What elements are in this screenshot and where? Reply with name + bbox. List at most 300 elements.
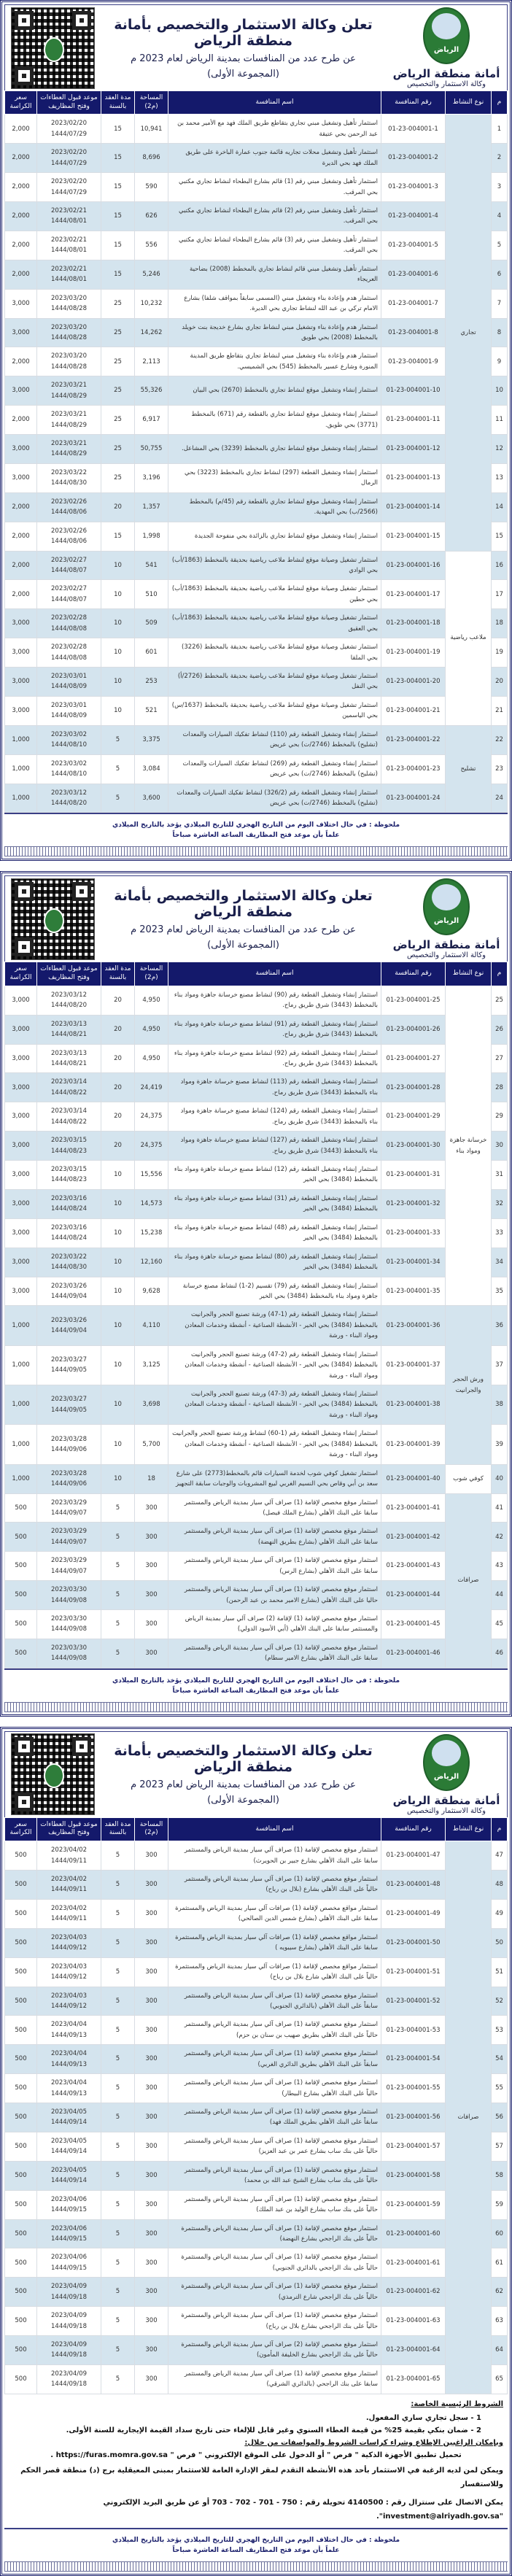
cell-duration: 10 [101,638,135,668]
cell-area: 2,113 [135,347,168,376]
cell-name: استثمار هدم وإعادة بناء وتشغيل مبني (المسمى سابقاً بمواقف شلفا) بشارع الامام تركي بن عبد الله لنشاط تجاري بحي الديرة. [168,289,381,318]
table-row [5,2278,508,2307]
riyadh-emblem-icon [44,37,64,62]
cell-name: استثمار إنشاء وتشغيل القطعة (297) لنشاط تجاري بالمخطط (3223) بحي الرمال [168,463,381,492]
cell-index: 8 [492,318,508,347]
date-hijri: 1444/09/08 [51,1655,87,1663]
cell-name: استثمار إنشاء وتشغيل القطعة رقم (31) لنشاط مصنع خرسانة جاهزة ومواد بناء بالمخطط (3484) بحي الخير [168,1189,381,1218]
cell-number: 01-23-004001-51 [381,1957,446,1987]
cell-number: 01-23-004001-19 [381,638,446,668]
cell-duration: 10 [101,551,135,580]
date-hijri: 1444/08/20 [51,799,87,807]
date-gregorian: 2023/03/21 [51,411,87,419]
cell-area: 300 [135,2103,168,2132]
riyadh-emblem-icon [423,878,470,935]
qr-code[interactable] [11,7,95,89]
table-row [5,2045,508,2074]
cell-area: 55,326 [135,376,168,406]
cell-price: 3,000 [5,1132,37,1161]
cell-area: 3,196 [135,463,168,492]
col-header-price: سعر الكراسة [5,962,37,986]
cell-date [37,1306,101,1345]
decorative-ruler [4,2561,508,2572]
cell-index: 20 [492,668,508,697]
cell-price: 3,000 [5,1015,37,1044]
cell-price: 500 [5,1523,37,1552]
cell-number: 01-23-004001-28 [381,1073,446,1102]
cell-index: 10 [492,376,508,406]
cell-area: 3,698 [135,1385,168,1425]
date-hijri: 1444/09/14 [51,2119,87,2127]
date-hijri: 1444/09/15 [51,2206,87,2214]
cell-date [37,2248,101,2278]
date-gregorian: 2023/04/02 [51,1904,87,1912]
announcement-page [0,1727,512,2576]
cell-area: 12,160 [135,1248,168,1277]
cell-price: 2,000 [5,173,37,202]
cell-date [37,2278,101,2307]
table-row [5,1523,508,1552]
cell-price: 3,000 [5,668,37,697]
cell-price: 3,000 [5,1248,37,1277]
cell-number: 01-23-004001-55 [381,2074,446,2103]
table-row [5,522,508,551]
table-body [5,115,508,813]
cell-area: 3,600 [135,784,168,813]
cell-duration: 5 [101,1493,135,1523]
date-gregorian: 2023/03/12 [51,991,87,999]
cell-name: استثمار إنشاء وتشغيل موقع لنشاط تجاري بالمخطط (2670) بحي البيان [168,376,381,406]
cell-date [37,2336,101,2365]
date-hijri: 1444/08/28 [51,363,87,371]
cell-index: 26 [492,1015,508,1044]
col-header-number: رقم المنافسة [381,91,446,115]
cell-number: 01-23-004001-25 [381,986,446,1015]
cell-name: استثمار تأهيل وتشغيل مبني تجاري بتقاطع طريق الملك فهد مع الأمير محمد بن عبد الرحمن بحي عتيقة [168,115,381,144]
date-hijri: 1444/08/21 [51,1059,87,1067]
date-hijri: 1444/08/28 [51,305,87,313]
cell-name: استثمار إنشاء وتشغيل القطعة رقم (110) لنشاط تفكيك السيارات والمعدات (تشليح) بالمخطط (2746/ت) بحي عريض [168,725,381,754]
cell-name: استثمار تأهيل وتشغيل محلات تجاريه قائمة جنوب عمارة الباخرة على طريق الملك فهد بحي الديرة [168,144,381,173]
date-gregorian: 2023/04/02 [51,1846,87,1854]
cell-number: 01-23-004001-29 [381,1102,446,1132]
cell-price: 3,000 [5,609,37,638]
cell-number: 01-23-004001-59 [381,2190,446,2219]
cell-duration: 5 [101,2161,135,2190]
cell-area: 4,950 [135,986,168,1015]
cell-name: استثمار هدم وإعادة بناء وتشغيل مبني لنشاط تجاري بشارع خديجة بنت خويلد بالمخطط (2008) بحي طويق [168,318,381,347]
cell-date [37,1871,101,1900]
col-header-name: اسم المنافسة [168,962,381,986]
date-hijri: 1444/08/30 [51,479,87,487]
table-row [5,1306,508,1345]
cell-duration: 25 [101,289,135,318]
date-hijri: 1444/09/13 [51,2060,87,2068]
table-row [5,2190,508,2219]
cell-price: 500 [5,1957,37,1987]
cell-index: 17 [492,580,508,609]
cell-number: 01-23-004001-24 [381,784,446,813]
date-hijri: 1444/09/11 [51,1857,87,1865]
table-row [5,551,508,580]
cell-price: 3,000 [5,463,37,492]
col-header-date: موعد قبول العطاءات وفتح المظاريف [37,1817,101,1841]
date-hijri: 1444/08/06 [51,538,87,546]
cell-number: 01-23-004001-54 [381,2045,446,2074]
cell-name: استثمار موقع مخصص لإقامة (1) صراف آلي سيار بمدينة الرياض والمستثمر سابقاً على البنك الأهلي بطريق الدائري الغربي) [168,2045,381,2074]
date-hijri: 1444/09/11 [51,1915,87,1923]
cell-duration: 25 [101,406,135,435]
cell-date [37,696,101,725]
tenders-table [4,962,508,1668]
cell-number: 01-23-004001-22 [381,725,446,754]
cell-name: استثمار موقع مخصص لإقامة (1) صراف آلي سيار بمدينة الرياض والمستثمر حالياً على بنك ساب بشارع الوليد بن عبد الملك) [168,2190,381,2219]
cell-number: 01-23-004001-63 [381,2307,446,2336]
date-gregorian: 2023/03/28 [51,1435,87,1443]
table-row [5,2364,508,2394]
cell-duration: 5 [101,2016,135,2045]
qr-code[interactable] [11,878,95,960]
group-label: (المجموعة الأولى) [207,68,279,80]
cell-name: استثمار موقع مخصص لإقامة (1) صراف آلي سيار بمدينة الرياض والمستثمر حالياً على البنك الأهلي بشارع البيطار) [168,2074,381,2103]
cell-duration: 5 [101,1523,135,1552]
cell-index: 21 [492,696,508,725]
cell-area: 300 [135,1957,168,1987]
cell-price: 500 [5,2161,37,2190]
cell-area: 300 [135,2190,168,2219]
table-row [5,260,508,289]
cell-area: 253 [135,668,168,697]
table-row [5,2103,508,2132]
cell-price: 2,000 [5,551,37,580]
cell-name: استثمار إنشاء وتشغيل موقع لنشاط تجاري بالقطعة رقم (671) بالمخطط (3771) بحي طويق. [168,406,381,435]
col-header-activity: نوع النشاط [446,91,492,115]
cell-index: 9 [492,347,508,376]
cell-area: 3,125 [135,1345,168,1385]
cell-area: 14,573 [135,1189,168,1218]
date-gregorian: 2023/03/20 [51,323,87,331]
col-header-area: المساحة (م2) [135,91,168,115]
cell-duration: 5 [101,725,135,754]
cell-index: 19 [492,638,508,668]
date-hijri: 1444/09/12 [51,1944,87,1952]
cell-duration: 10 [101,1218,135,1248]
header-titles [95,1743,392,1806]
cell-index: 33 [492,1218,508,1248]
note-opening-time: علماً بأن موعد فتح المظاريف الساعة العاشرة صباحاً [172,832,340,840]
cell-name: استثمار موقع مخصص لإقامة (1) صراف آلي سيار بمدينة الرياض والمستثمر حالياً على البنك الأهلي بطريق صهيب بن سنان بن حزم) [168,2016,381,2045]
date-gregorian: 2023/03/30 [51,1586,87,1594]
date-gregorian: 2023/03/14 [51,1078,87,1086]
cell-date [37,1218,101,1248]
cell-date [37,754,101,784]
date-hijri: 1444/08/01 [51,276,87,284]
table-row [5,1345,508,1385]
decorative-ruler [4,1702,508,1712]
cell-index: 49 [492,1899,508,1928]
cell-index: 28 [492,1073,508,1102]
cell-area: 5,246 [135,260,168,289]
announcement-page [0,871,512,1716]
tenders-table [4,90,508,813]
cell-index: 65 [492,2364,508,2394]
date-hijri: 1444/08/20 [51,1002,87,1010]
cell-date [37,173,101,202]
cell-area: 300 [135,2161,168,2190]
cell-index: 50 [492,1928,508,1957]
qr-code[interactable] [11,1733,95,1815]
cell-price: 500 [5,2364,37,2394]
cell-number: 01-23-004001-2 [381,144,446,173]
purchase-info-heading: وبإمكان الراغبين الإطلاع وشراء كراسات الشروط والمواصفات من خلال: [244,2438,503,2447]
date-hijri: 1444/07/29 [51,188,87,196]
cell-area: 601 [135,638,168,668]
date-gregorian: 2023/02/20 [51,120,87,128]
cell-date [37,1928,101,1957]
date-gregorian: 2023/03/15 [51,1166,87,1173]
cell-duration: 20 [101,1073,135,1102]
cell-date [37,609,101,638]
col-header-index: م [492,91,508,115]
cell-price: 1,000 [5,1385,37,1425]
cell-name: استثمار موقع مخصص لإقامة (1) صراف آلي سيار بمدينة الرياض والمستثمر سابقاً على البنك الأهلي (بالدائري الجنوبي) [168,1987,381,2016]
table-row [5,638,508,668]
cell-number: 01-23-004001-41 [381,1493,446,1523]
note-date-rule: ملحوظة : في حال اختلاف اليوم من التاريخ الهجري للتاريخ الميلادي يؤخذ بالتاريخ الميلادي [112,2536,400,2544]
cell-date [37,2132,101,2161]
cell-duration: 10 [101,1277,135,1306]
cell-index: 51 [492,1957,508,1987]
cell-number: 01-23-004001-4 [381,202,446,231]
cell-date [37,463,101,492]
cell-index: 41 [492,1493,508,1523]
cell-name: استثمار إنشاء وتشغيل القطعة رقم (326/2) لنشاط تفكيك السيارات والمعدات (تشليح) بالمخطط (2746/ت) بحي عريض [168,784,381,813]
page-subtitle: عن طرح عدد من المنافسات بمدينة الرياض لعام 2023 م [131,53,356,64]
cell-price: 2,000 [5,115,37,144]
decorative-ruler [4,846,508,856]
contact-info: ويمكن لمن لديه الرغبة في الاستثمار بأحد هذه الأنشطة التقدم لمقر الإدارة العامة للاستثمار بمبنى المعيقلية برج (د) منطقة قصر الحكم وللاستفسار [20,2466,503,2488]
riyadh-emblem-icon [423,7,470,64]
col-header-duration: مدة العقد بالسنة [101,1817,135,1841]
date-gregorian: 2023/02/28 [51,643,87,651]
cell-index: 47 [492,1841,508,1871]
date-hijri: 1444/07/29 [51,159,87,167]
cell-date [37,1523,101,1552]
date-gregorian: 2023/03/21 [51,440,87,447]
cell-index: 5 [492,231,508,260]
cell-duration: 5 [101,754,135,784]
cell-activity: كوفي شوب [446,1464,492,1493]
table-row [5,173,508,202]
date-hijri: 1444/08/07 [51,595,87,603]
cell-date [37,1132,101,1161]
table-row [5,1581,508,1610]
note-opening-time: علماً بأن موعد فتح المظاريف الساعة العاشرة صباحاً [172,2546,340,2554]
cell-duration: 5 [101,2307,135,2336]
cell-activity: ورش الحجر والجرانيت [446,1306,492,1464]
cell-date [37,492,101,522]
cell-area: 4,950 [135,1044,168,1073]
tenders-table [4,1817,508,2394]
cell-name: استثمار مواقع مخصص لإقامة (1) صرافات آلي سيار بمدينة الرياض والمستثمرة سابقا على البنك الأهلي (بشارع شمس الدين الصالحي) [168,1899,381,1928]
cell-duration: 5 [101,2190,135,2219]
notes-section [4,2528,508,2558]
cell-date [37,318,101,347]
cell-price: 1,000 [5,1345,37,1385]
cell-name: استثمار إنشاء وتشغيل القطعة رقم (91) لنشاط مصنع خرسانة جاهزة ومواد بناء بالمخطط (3443) شرق طريق رماح. [168,1015,381,1044]
col-header-duration: مدة العقد بالسنة [101,962,135,986]
table-row [5,2336,508,2365]
cell-area: 24,419 [135,1073,168,1102]
cell-duration: 5 [101,2336,135,2365]
cell-area: 300 [135,1841,168,1871]
qr-corner-icon [72,1737,91,1756]
cell-name: استثمار إنشاء وتشغيل موقع لنشاط تجاري بالمخطط (3239) بحي المشاعل. [168,435,381,464]
brand-subtitle: وكالة الاستثمار والتخصيص [406,80,486,88]
emblem-text: الرياض [433,1772,459,1781]
date-hijri: 1444/09/06 [51,1445,87,1453]
table-row [5,1218,508,1248]
cell-date [37,522,101,551]
col-header-number: رقم المنافسة [381,962,446,986]
table-row [5,668,508,697]
table-row [5,1102,508,1132]
page-header [4,875,508,962]
cell-duration: 5 [101,784,135,813]
cell-date [37,115,101,144]
cell-price: 1,000 [5,754,37,784]
cell-duration: 5 [101,2278,135,2307]
cell-name: استثمار موقع مخصص لإقامة (1) صراف آلي سيار بمدينة الرياض والمستثمر سابقا على البنك الأهلي بشارع جبير بن الحويرث) [168,1841,381,1871]
cell-price: 2,000 [5,406,37,435]
cell-index: 43 [492,1552,508,1581]
cell-duration: 20 [101,492,135,522]
date-gregorian: 2023/02/27 [51,556,87,564]
cell-index: 63 [492,2307,508,2336]
condition-item: 2 - ضمان بنكي بقيمة 25% من قيمة العطاء السنوي وغير قابل للإلغاء حتى تاريخ سداد القيمة الإيجارية للسنة الأولى. [66,2426,481,2434]
cell-name: استثمار موقع مخصص لإقامة (1) صراف آلي سيار بمدينة الرياض والمستثمر حالياً على بنك ساب بشارع الشيخ عبد الله بن محمد) [168,2161,381,2190]
cell-number: 01-23-004001-62 [381,2278,446,2307]
date-hijri: 1444/09/18 [51,2380,87,2389]
cell-index: 58 [492,2161,508,2190]
cell-duration: 20 [101,1044,135,1073]
cell-area: 300 [135,1639,168,1668]
page-title: تعلن وكالة الاستثمار والتخصيص بأمانة منطقة الرياض [114,1743,373,1776]
date-hijri: 1444/08/08 [51,624,87,633]
table-row [5,986,508,1015]
cell-index: 34 [492,1248,508,1277]
cell-duration: 20 [101,1132,135,1161]
cell-price: 3,000 [5,1044,37,1073]
table-row [5,1928,508,1957]
cell-duration: 5 [101,1987,135,2016]
cell-duration: 5 [101,1928,135,1957]
table-row [5,1899,508,1928]
date-hijri: 1444/09/04 [51,1292,87,1300]
cell-number: 01-23-004001-8 [381,318,446,347]
cell-index: 29 [492,1102,508,1132]
emblem-text: الرياض [433,917,459,926]
col-header-duration: مدة العقد بالسنة [101,91,135,115]
note-date-rule: ملحوظة : في حال اختلاف اليوم من التاريخ الهجري للتاريخ الميلادي يؤخذ بالتاريخ الميلادي [112,821,400,829]
page-subtitle: عن طرح عدد من المنافسات بمدينة الرياض لعام 2023 م [131,924,356,935]
table-row [5,202,508,231]
date-hijri: 1444/09/13 [51,2031,87,2039]
cell-name: استثمار إنشاء وتشغيل القطعة رقم (124) لنشاط مصنع خرسانة جاهزة ومواد بناء بالمخطط (3443) شرق طريق رماح. [168,1102,381,1132]
cell-area: 24,375 [135,1102,168,1132]
cell-name: استثمار إنشاء وتشغيل القطعة رقم (12) لنشاط مصنع خرسانة جاهزة ومواد بناء بالمخطط (3484) بحي الخير [168,1161,381,1190]
col-header-activity: نوع النشاط [446,1817,492,1841]
cell-number: 01-23-004001-39 [381,1425,446,1464]
date-gregorian: 2023/03/20 [51,294,87,302]
cell-price: 500 [5,1928,37,1957]
cell-number: 01-23-004001-34 [381,1248,446,1277]
cell-index: 45 [492,1610,508,1639]
cell-area: 556 [135,231,168,260]
cell-date [37,347,101,376]
date-gregorian: 2023/02/20 [51,178,87,186]
cell-index: 56 [492,2103,508,2132]
date-hijri: 1444/09/05 [51,1366,87,1374]
brand-name: أمانة منطقة الرياض [392,938,500,952]
cell-number: 01-23-004001-64 [381,2336,446,2365]
cell-area: 300 [135,2307,168,2336]
date-gregorian: 2023/04/03 [51,1992,87,2000]
cell-price: 2,000 [5,492,37,522]
cell-price: 3,000 [5,318,37,347]
col-header-name: اسم المنافسة [168,1817,381,1841]
cell-price: 2,000 [5,347,37,376]
cell-name: استثمار موقع مخصص لإقامة (1) صراف آلي سيار بمدينة الرياض والمستثمر حالياً على بنك ساب بشارع عمر بن عبد العزيز) [168,2132,381,2161]
cell-price: 1,000 [5,1464,37,1493]
table-row [5,1248,508,1277]
table-row [5,1425,508,1464]
cell-date [37,1464,101,1493]
cell-duration: 15 [101,522,135,551]
cell-area: 4,950 [135,1015,168,1044]
cell-index: 14 [492,492,508,522]
cell-price: 500 [5,1552,37,1581]
cell-name: استثمار موقع مخصص لإقامة (1) صراف آلي سيار بمدينة الرياض والمستثمر سابقا على البنك الأهلي (بشارع بطريق النهضة) [168,1523,381,1552]
cell-price: 2,000 [5,231,37,260]
cell-duration: 5 [101,1581,135,1610]
cell-date [37,1610,101,1639]
table-row [5,696,508,725]
col-header-price: سعر الكراسة [5,91,37,115]
cell-number: 01-23-004001-26 [381,1015,446,1044]
cell-number: 01-23-004001-7 [381,289,446,318]
table-row [5,1015,508,1044]
page-subtitle: عن طرح عدد من المنافسات بمدينة الرياض لعام 2023 م [131,1779,356,1791]
cell-activity: صرافات [446,1841,492,2394]
condition-item: 1 - سجل تجاري ساري المفعول. [365,2413,481,2422]
cell-area: 300 [135,1523,168,1552]
date-gregorian: 2023/03/02 [51,759,87,767]
date-gregorian: 2023/03/21 [51,382,87,390]
date-gregorian: 2023/02/21 [51,265,87,273]
cell-date [37,1639,101,1668]
date-hijri: 1444/09/12 [51,2002,87,2010]
date-gregorian: 2023/04/09 [51,2312,87,2320]
date-gregorian: 2023/04/03 [51,1962,87,1970]
cell-area: 300 [135,2278,168,2307]
cell-price: 3,000 [5,1073,37,1102]
table-row [5,1871,508,1900]
cell-price: 2,000 [5,144,37,173]
cell-number: 01-23-004001-32 [381,1189,446,1218]
table-row [5,1841,508,1871]
cell-area: 300 [135,1987,168,2016]
